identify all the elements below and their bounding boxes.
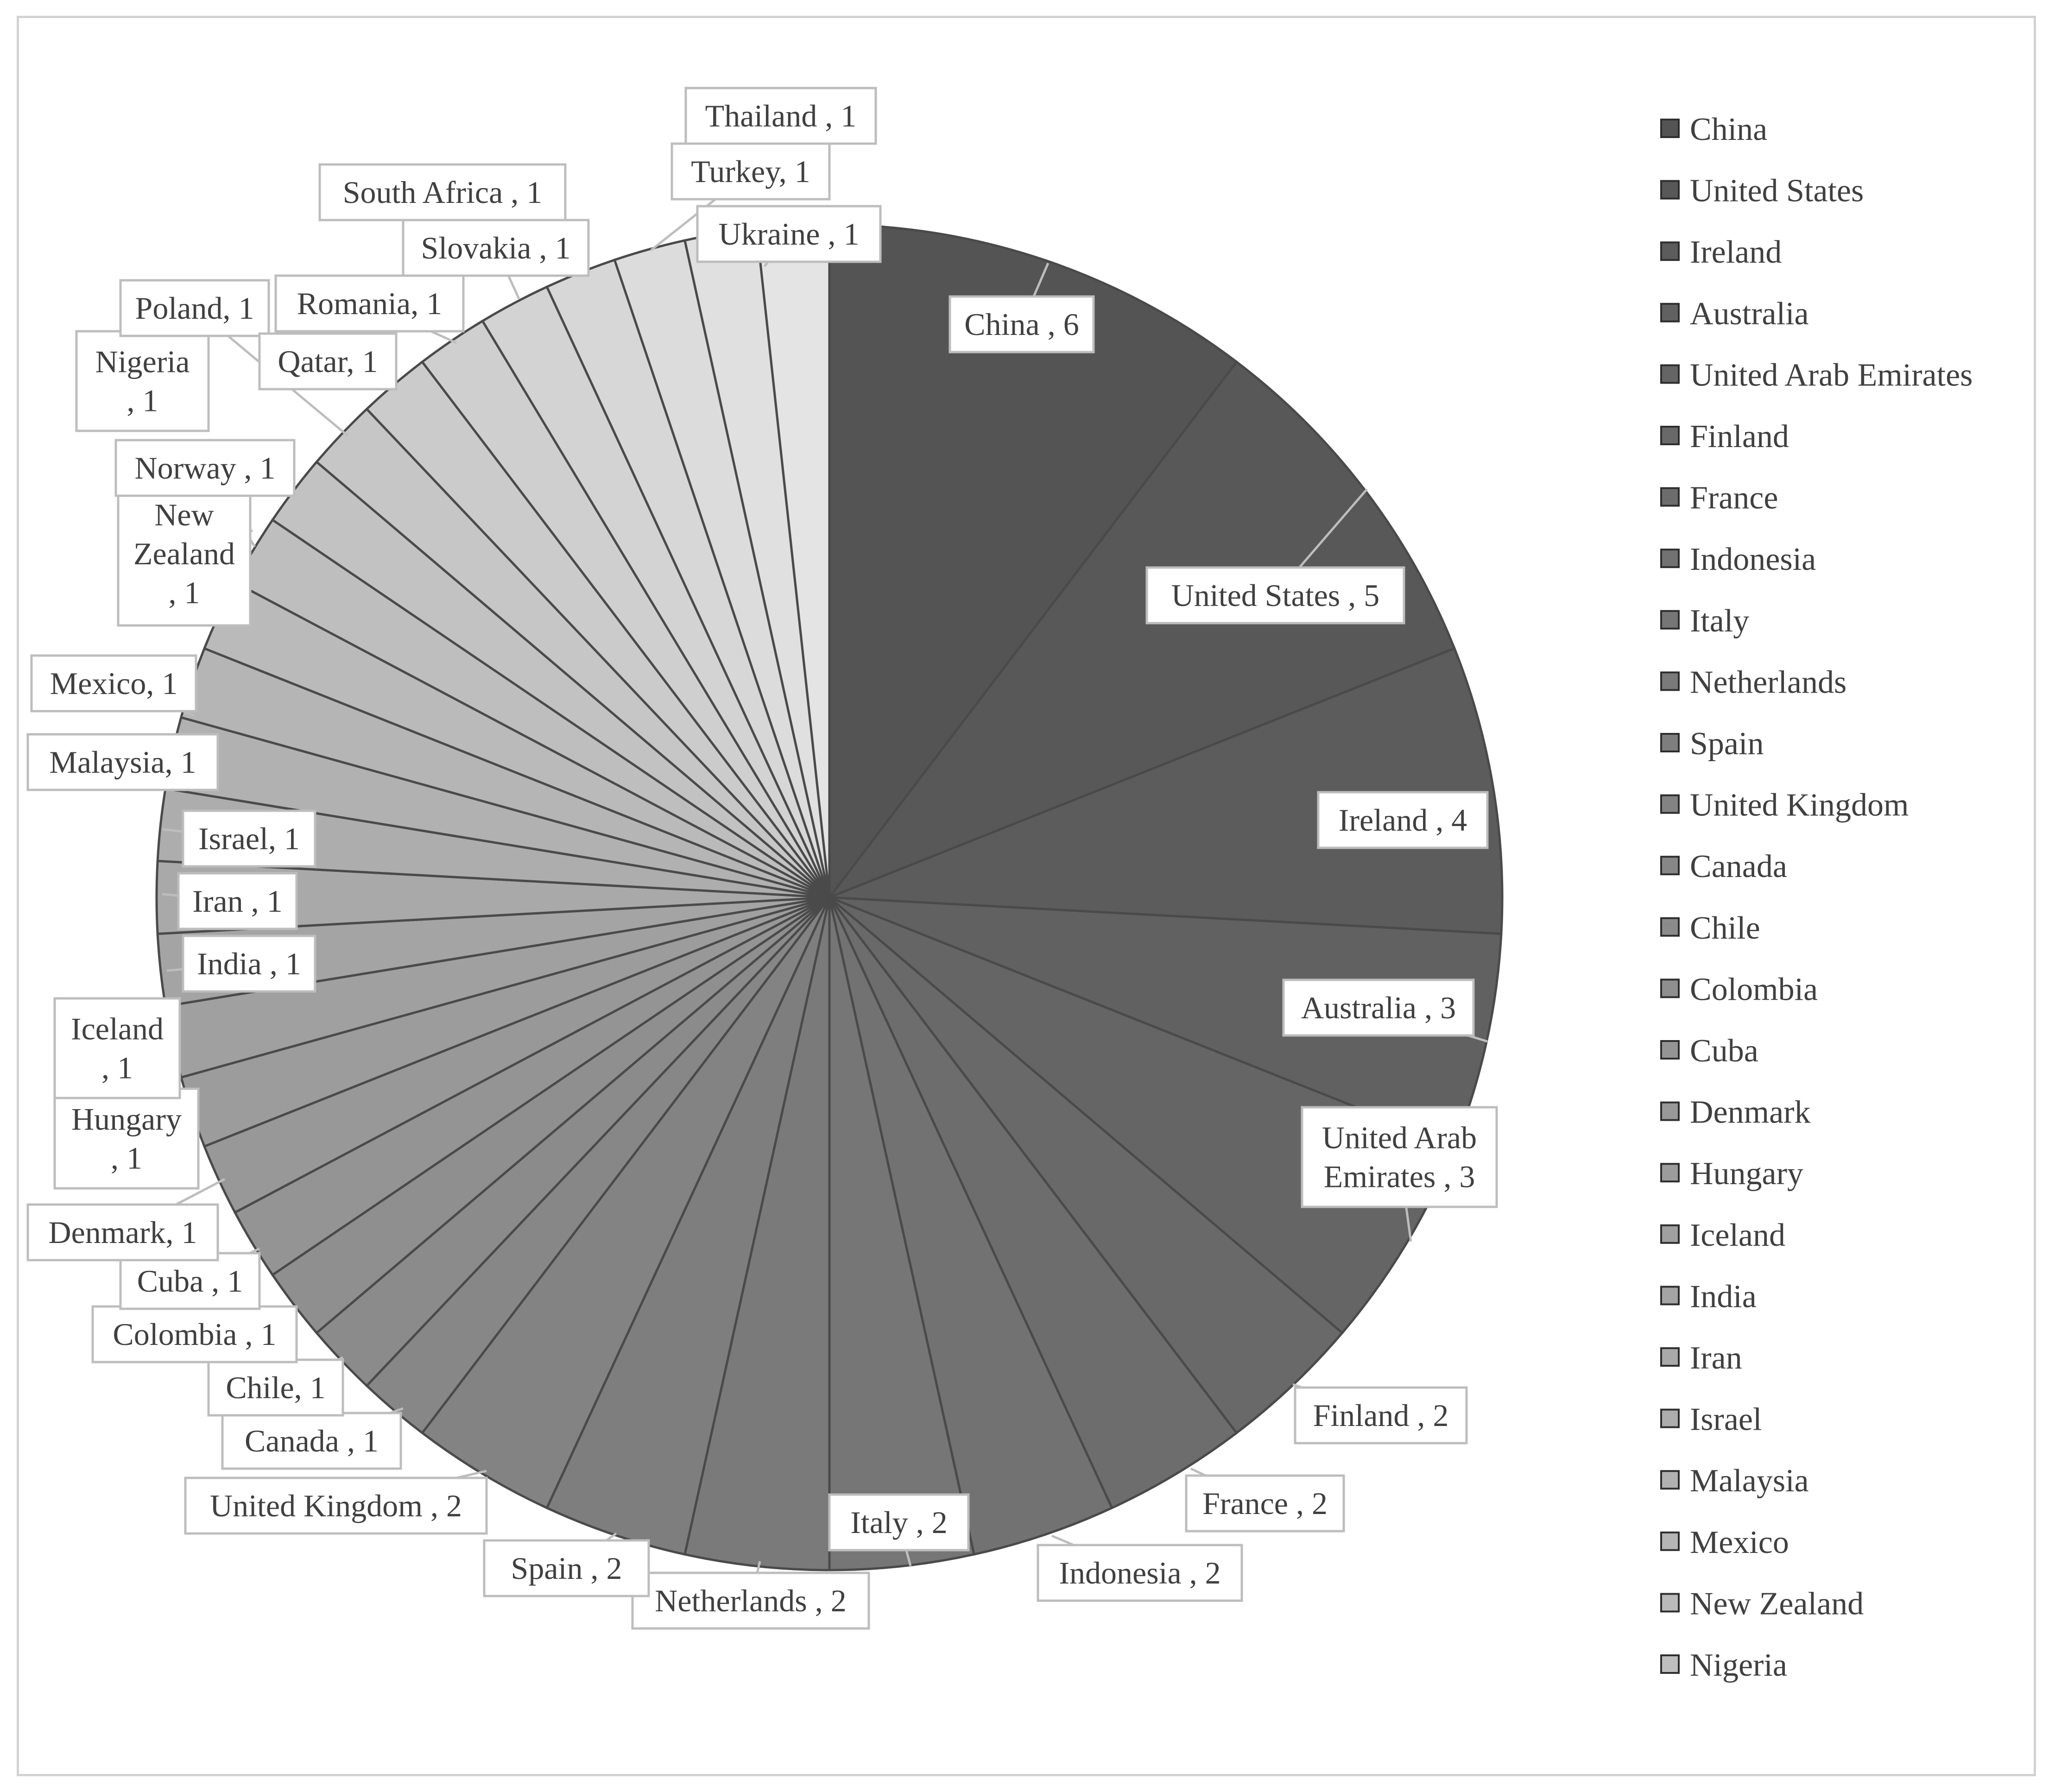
legend [1661, 112, 1973, 1683]
legend-swatch-united-kingdom [1661, 795, 1679, 813]
legend-entry-indonesia: Indonesia [1690, 542, 1816, 578]
data-label-hungary: Hungary , 1 [71, 1101, 182, 1176]
legend-swatch-cuba [1661, 1041, 1679, 1059]
legend-entry-colombia: Colombia [1690, 972, 1818, 1008]
legend-entry-mexico: Mexico [1690, 1524, 1789, 1560]
data-label-cuba: Cuba , 1 [137, 1263, 243, 1299]
legend-entry-canada: Canada [1690, 849, 1787, 885]
legend-entry-iran: Iran [1690, 1340, 1742, 1376]
legend-swatch-nigeria [1661, 1655, 1679, 1673]
legend-entry-malaysia: Malaysia [1690, 1463, 1809, 1499]
legend-swatch-hungary [1661, 1164, 1679, 1181]
legend-entry-denmark: Denmark [1690, 1094, 1811, 1130]
data-label-ukraine: Ukraine , 1 [718, 216, 860, 252]
legend-swatch-italy [1661, 611, 1679, 629]
legend-swatch-india [1661, 1287, 1679, 1304]
leader-line-iran [162, 894, 178, 896]
legend-entry-cuba: Cuba [1690, 1033, 1758, 1069]
legend-entry-united-states: United States [1690, 173, 1864, 209]
data-label-romania: Romania, 1 [297, 286, 443, 321]
legend-swatch-iran [1661, 1348, 1679, 1366]
legend-entry-united-kingdom: United Kingdom [1690, 787, 1909, 823]
legend-swatch-united-arab-emirates [1661, 365, 1679, 383]
data-label-israel: Israel, 1 [198, 821, 300, 856]
legend-entry-france: France [1690, 480, 1778, 516]
legend-entry-netherlands: Netherlands [1690, 664, 1847, 700]
legend-swatch-indonesia [1661, 549, 1679, 567]
leader-line-romania [431, 331, 456, 343]
legend-swatch-ireland [1661, 242, 1679, 260]
legend-swatch-china [1661, 120, 1679, 137]
data-label-iceland: Iceland , 1 [70, 1011, 164, 1085]
legend-swatch-united-states [1661, 181, 1679, 199]
legend-entry-spain: Spain [1690, 726, 1764, 762]
legend-swatch-iceland [1661, 1225, 1679, 1243]
data-label-mexico: Mexico, 1 [50, 666, 178, 701]
data-label-china: China , 6 [964, 307, 1079, 342]
data-label-malaysia: Malaysia, 1 [49, 745, 196, 780]
legend-entry-iceland: Iceland [1690, 1217, 1785, 1253]
data-label-ireland: Ireland , 4 [1338, 802, 1467, 838]
legend-swatch-colombia [1661, 979, 1679, 997]
legend-swatch-netherlands [1661, 672, 1679, 690]
leader-line-slovakia [508, 276, 519, 299]
data-label-denmark: Denmark, 1 [48, 1215, 197, 1250]
legend-entry-hungary: Hungary [1690, 1156, 1803, 1192]
pie-slices [157, 225, 1502, 1570]
data-label-qatar: Qatar, 1 [278, 344, 378, 379]
data-label-indonesia: Indonesia , 2 [1059, 1555, 1221, 1590]
leader-line-india [167, 969, 183, 971]
data-label-spain: Spain , 2 [511, 1551, 622, 1586]
data-label-south-africa: South Africa , 1 [342, 175, 543, 210]
data-label-poland: Poland, 1 [135, 290, 254, 326]
legend-swatch-canada [1661, 857, 1679, 874]
data-label-norway: Norway , 1 [134, 450, 276, 486]
legend-swatch-israel [1661, 1410, 1679, 1427]
legend-entry-united-arab-emirates: United Arab Emirates [1690, 357, 1973, 393]
legend-swatch-malaysia [1661, 1471, 1679, 1489]
legend-entry-italy: Italy [1690, 603, 1750, 639]
data-label-colombia: Colombia , 1 [113, 1317, 277, 1352]
leader-line-indonesia [1052, 1536, 1074, 1545]
legend-entry-india: India [1690, 1279, 1757, 1315]
data-label-united-kingdom: United Kingdom , 2 [210, 1488, 462, 1523]
legend-swatch-new-zealand [1661, 1594, 1679, 1611]
data-label-australia: Australia , 3 [1301, 990, 1456, 1025]
data-label-finland: Finland , 2 [1313, 1398, 1449, 1433]
data-label-canada: Canada , 1 [245, 1423, 379, 1458]
data-label-slovakia: Slovakia , 1 [421, 230, 571, 265]
legend-entry-australia: Australia [1690, 296, 1809, 332]
data-label-italy: Italy , 2 [850, 1505, 948, 1540]
data-label-france: France , 2 [1202, 1486, 1328, 1521]
data-label-thailand: Thailand , 1 [705, 98, 857, 133]
data-label-new-zealand: New Zealand , 1 [133, 497, 235, 610]
legend-entry-ireland: Ireland [1690, 234, 1782, 271]
legend-entry-finland: Finland [1690, 419, 1789, 454]
legend-swatch-chile [1661, 918, 1679, 936]
data-label-india: India , 1 [197, 946, 301, 981]
legend-swatch-australia [1661, 304, 1679, 322]
data-label-iran: Iran , 1 [192, 883, 283, 919]
legend-swatch-france [1661, 488, 1679, 506]
legend-swatch-mexico [1661, 1533, 1679, 1550]
data-label-chile: Chile, 1 [226, 1370, 326, 1405]
legend-swatch-spain [1661, 734, 1679, 751]
legend-entry-new-zealand: New Zealand [1690, 1586, 1864, 1622]
data-label-netherlands: Netherlands , 2 [655, 1583, 847, 1618]
data-label-united-arab-emirates: United Arab Emirates , 3 [1322, 1120, 1477, 1194]
legend-entry-nigeria: Nigeria [1690, 1647, 1787, 1683]
legend-entry-israel: Israel [1690, 1401, 1762, 1438]
data-label-nigeria: Nigeria , 1 [95, 344, 190, 418]
data-label-turkey: Turkey, 1 [691, 154, 810, 189]
data-label-united-states: United States , 5 [1171, 578, 1380, 613]
legend-swatch-finland [1661, 427, 1679, 444]
legend-entry-china: China [1690, 112, 1768, 147]
legend-swatch-denmark [1661, 1103, 1679, 1120]
legend-entry-chile: Chile [1690, 910, 1760, 946]
